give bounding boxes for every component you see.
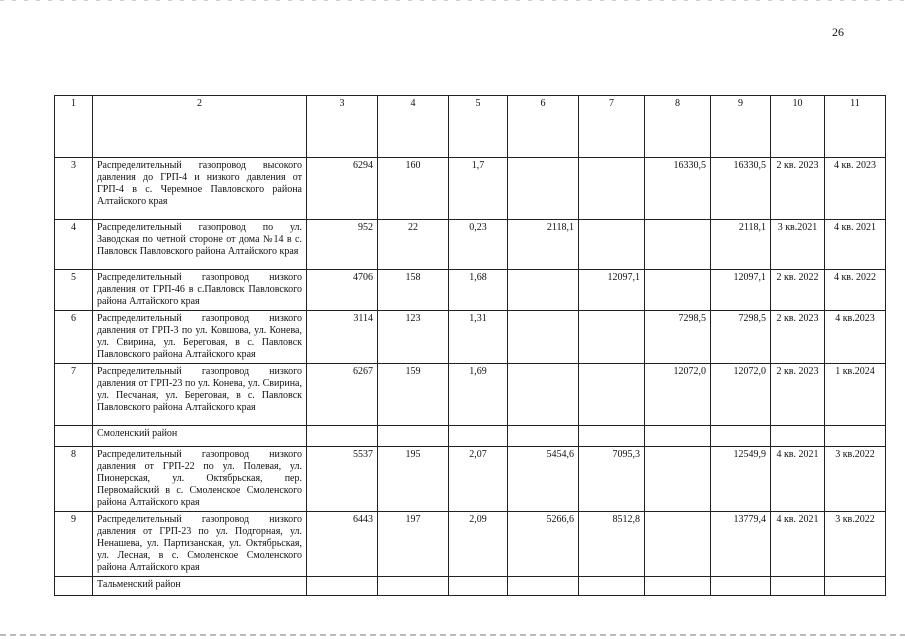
header-row [55, 96, 886, 158]
cell-col-8: 12072,0 [645, 364, 711, 426]
cell-col-7 [579, 220, 645, 270]
page-number: 26 [832, 25, 844, 39]
cell-col-9: 12072,0 [711, 364, 771, 426]
cell-col-5: 1,7 [449, 158, 508, 220]
cell-col-1: 8 [55, 447, 93, 512]
cell-col-8 [645, 447, 711, 512]
table-body [55, 158, 886, 596]
empty-cell [508, 577, 579, 596]
empty-cell [579, 577, 645, 596]
cell-col-8 [645, 512, 711, 577]
cell-col-7 [579, 311, 645, 364]
region-empty-cell [55, 577, 93, 596]
cell-col-3: 6294 [307, 158, 378, 220]
cell-col-2: Распределительный газопровод низкого давления от ГРП-46 в с.Павловск Павловского района Алтайского края [93, 270, 307, 311]
cell-col-6 [508, 311, 579, 364]
empty-cell [771, 577, 825, 596]
empty-cell [711, 426, 771, 447]
empty-cell [711, 577, 771, 596]
gas-pipeline-table [54, 95, 886, 596]
empty-cell [378, 426, 449, 447]
column-header-2: 2 [93, 96, 307, 158]
empty-cell [508, 426, 579, 447]
cell-col-1: 7 [55, 364, 93, 426]
empty-cell [645, 426, 711, 447]
cell-col-6: 5454,6 [508, 447, 579, 512]
scan-artifact-bottom [0, 634, 905, 636]
cell-col-11: 4 кв. 2022 [825, 270, 886, 311]
empty-cell [579, 426, 645, 447]
empty-cell [307, 426, 378, 447]
table-row [55, 364, 886, 426]
table-row [55, 512, 886, 577]
empty-cell [307, 577, 378, 596]
cell-col-1: 4 [55, 220, 93, 270]
cell-col-6 [508, 158, 579, 220]
cell-col-7 [579, 158, 645, 220]
cell-col-4: 160 [378, 158, 449, 220]
cell-col-4: 123 [378, 311, 449, 364]
cell-col-5: 1,69 [449, 364, 508, 426]
empty-cell [378, 577, 449, 596]
column-header-8: 8 [645, 96, 711, 158]
cell-col-3: 3114 [307, 311, 378, 364]
column-header-4: 4 [378, 96, 449, 158]
table-row [55, 270, 886, 311]
cell-col-11: 4 кв. 2021 [825, 220, 886, 270]
cell-col-7 [579, 364, 645, 426]
column-header-3: 3 [307, 96, 378, 158]
cell-col-3: 5537 [307, 447, 378, 512]
cell-col-8: 16330,5 [645, 158, 711, 220]
table-row [55, 311, 886, 364]
empty-cell [449, 577, 508, 596]
empty-cell [825, 426, 886, 447]
cell-col-5: 1,68 [449, 270, 508, 311]
region-label: Смоленский район [93, 426, 307, 447]
empty-cell [771, 426, 825, 447]
cell-col-9: 12097,1 [711, 270, 771, 311]
cell-col-1: 5 [55, 270, 93, 311]
region-empty-cell [55, 426, 93, 447]
cell-col-11: 3 кв.2022 [825, 447, 886, 512]
cell-col-5: 1,31 [449, 311, 508, 364]
table-row [55, 158, 886, 220]
empty-cell [449, 426, 508, 447]
cell-col-4: 197 [378, 512, 449, 577]
cell-col-6: 2118,1 [508, 220, 579, 270]
scan-artifact-top [0, 0, 905, 1]
cell-col-2: Распределительный газопровод низкого давления от ГРП-23 по ул. Конева, ул. Свирина, ул. Песчаная, ул. Береговая, в с. Павловск Павловского района Алтайского края [93, 364, 307, 426]
column-header-9: 9 [711, 96, 771, 158]
cell-col-4: 22 [378, 220, 449, 270]
cell-col-9: 16330,5 [711, 158, 771, 220]
table-row [55, 220, 886, 270]
column-header-5: 5 [449, 96, 508, 158]
empty-cell [825, 577, 886, 596]
cell-col-10: 2 кв. 2022 [771, 270, 825, 311]
cell-col-1: 3 [55, 158, 93, 220]
cell-col-11: 4 кв.2023 [825, 311, 886, 364]
cell-col-2: Распределительный газопровод низкого давления от ГРП-3 по ул. Ковшова, ул. Конева, ул. Свирина, ул. Береговая, в с. Павловск Павловского района Алтайского края [93, 311, 307, 364]
cell-col-6 [508, 364, 579, 426]
column-header-6: 6 [508, 96, 579, 158]
cell-col-4: 195 [378, 447, 449, 512]
cell-col-9: 2118,1 [711, 220, 771, 270]
cell-col-2: Распределительный газопровод низкого давления от ГРП-23 по ул. Подгорная, ул. Ненашева, ул. Партизанская, ул. Октябрьская, ул. Лесная, в с. Смоленское Смоленского района Алтайского края [93, 512, 307, 577]
column-header-1: 1 [55, 96, 93, 158]
cell-col-11: 4 кв. 2023 [825, 158, 886, 220]
table-row [55, 447, 886, 512]
cell-col-4: 159 [378, 364, 449, 426]
cell-col-9: 13779,4 [711, 512, 771, 577]
region-row [55, 577, 886, 596]
cell-col-5: 0,23 [449, 220, 508, 270]
cell-col-4: 158 [378, 270, 449, 311]
cell-col-7: 8512,8 [579, 512, 645, 577]
cell-col-11: 3 кв.2022 [825, 512, 886, 577]
column-header-10: 10 [771, 96, 825, 158]
cell-col-3: 6267 [307, 364, 378, 426]
cell-col-10: 3 кв.2021 [771, 220, 825, 270]
cell-col-7: 7095,3 [579, 447, 645, 512]
cell-col-1: 9 [55, 512, 93, 577]
column-header-11: 11 [825, 96, 886, 158]
cell-col-3: 952 [307, 220, 378, 270]
cell-col-8 [645, 220, 711, 270]
cell-col-8: 7298,5 [645, 311, 711, 364]
cell-col-2: Распределительный газопровод высокого давления до ГРП-4 и низкого давления от ГРП-4 в с. Черемное Павловского района Алтайского края [93, 158, 307, 220]
cell-col-6: 5266,6 [508, 512, 579, 577]
cell-col-5: 2,09 [449, 512, 508, 577]
cell-col-3: 6443 [307, 512, 378, 577]
empty-cell [645, 577, 711, 596]
cell-col-10: 4 кв. 2021 [771, 512, 825, 577]
cell-col-10: 2 кв. 2023 [771, 364, 825, 426]
cell-col-6 [508, 270, 579, 311]
region-row [55, 426, 886, 447]
cell-col-10: 2 кв. 2023 [771, 311, 825, 364]
cell-col-2: Распределительный газопровод по ул. Заводская по четной стороне от дома №14 в с. Павловск Павловского района Алтайского края [93, 220, 307, 270]
cell-col-7: 12097,1 [579, 270, 645, 311]
cell-col-5: 2,07 [449, 447, 508, 512]
table-header [55, 96, 886, 158]
cell-col-11: 1 кв.2024 [825, 364, 886, 426]
cell-col-3: 4706 [307, 270, 378, 311]
cell-col-8 [645, 270, 711, 311]
region-label: Тальменский район [93, 577, 307, 596]
column-header-7: 7 [579, 96, 645, 158]
cell-col-9: 7298,5 [711, 311, 771, 364]
cell-col-2: Распределительный газопровод низкого давления от ГРП-22 по ул. Полевая, ул. Пионерская, ул. Октябрьская, пер. Первомайский в с. Смоленское Смоленского района Алтайского края [93, 447, 307, 512]
cell-col-10: 4 кв. 2021 [771, 447, 825, 512]
cell-col-10: 2 кв. 2023 [771, 158, 825, 220]
cell-col-9: 12549,9 [711, 447, 771, 512]
cell-col-1: 6 [55, 311, 93, 364]
